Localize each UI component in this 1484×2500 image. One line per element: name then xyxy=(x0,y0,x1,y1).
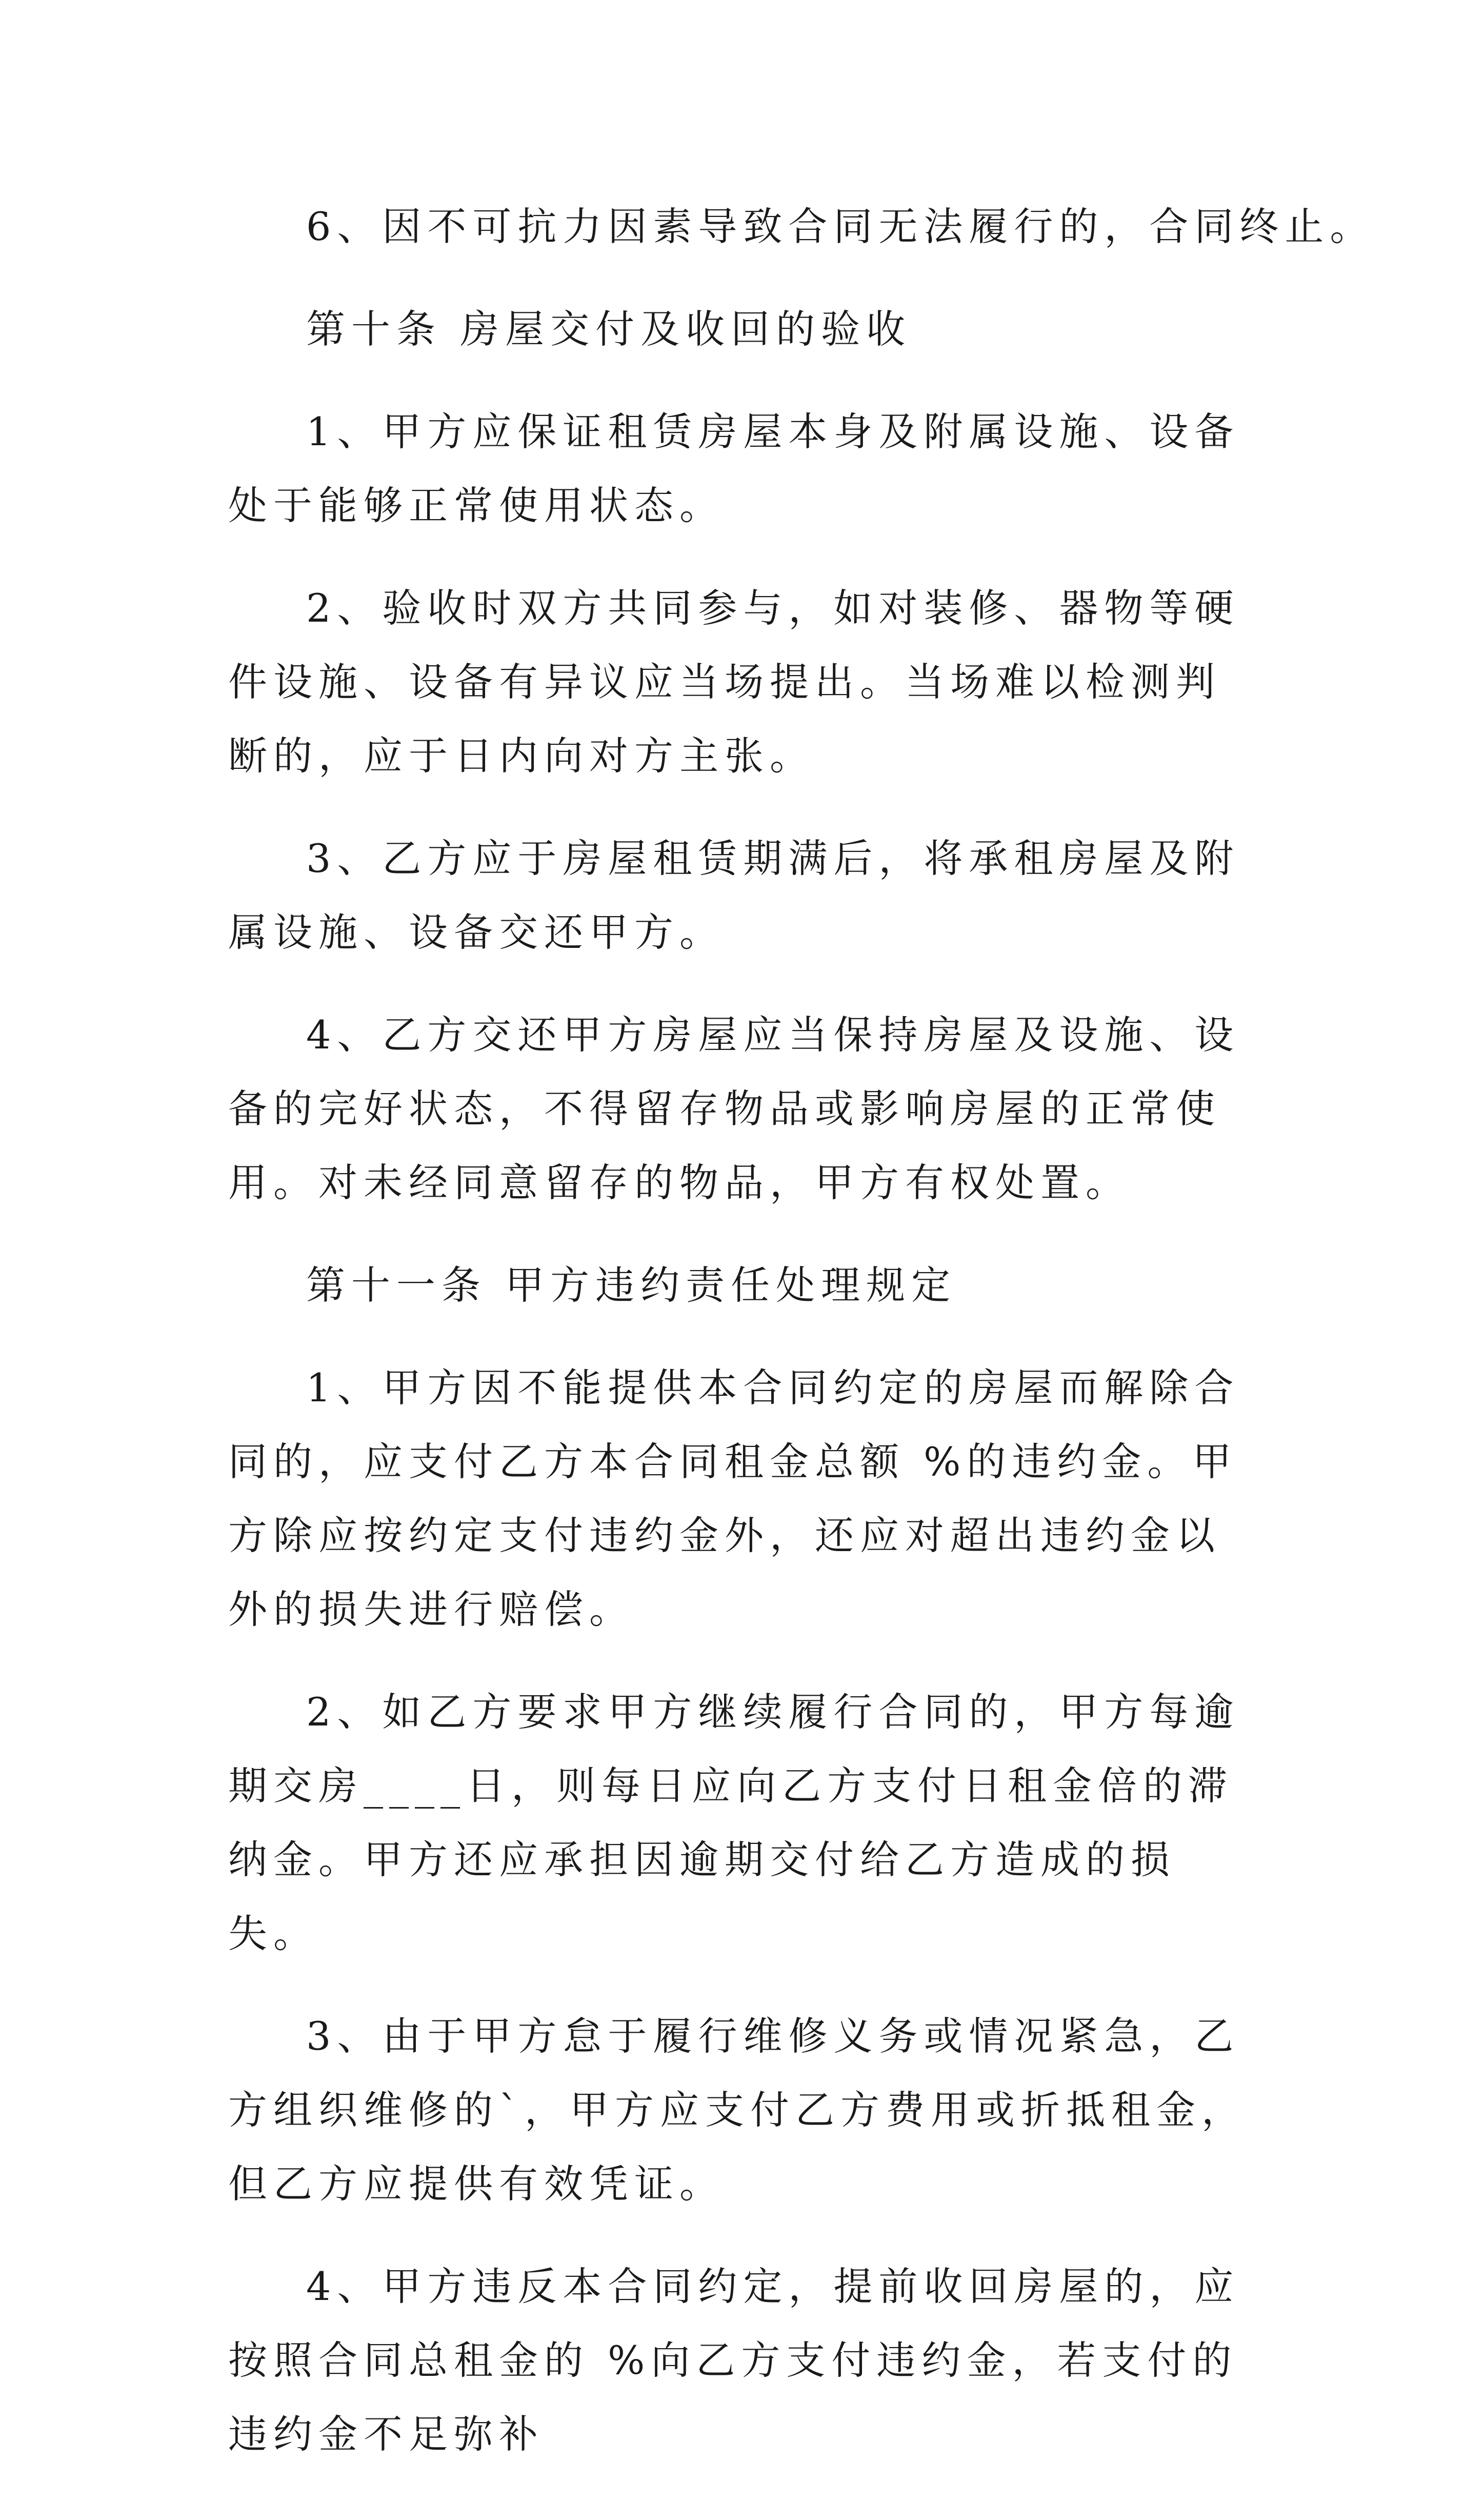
clause-item-10-3: 3、乙方应于房屋租赁期满后，将承租房屋及附属设施、设备交还甲方。 xyxy=(228,836,1240,955)
clause-item-11-3: 3、由于甲方怠于履行维修义务或情况紧急，乙方组织维修的`，甲方应支付乙方费用或折抵租金，但乙方应提供有效凭证。 xyxy=(228,2013,1247,2207)
clause-item-10-1: 1、甲方应保证租赁房屋本身及附属设施、设备处于能够正常使用状态。 xyxy=(228,409,1240,528)
clause-item-11-4: 4、甲方违反本合同约定，提前收回房屋的，应按照合同总租金的 %向乙方支付违约金，若支付的违约金不足弥补 xyxy=(228,2264,1240,2457)
clause-item-11-1: 1、甲方因不能提供本合同约定的房屋而解除合同的，应支付乙方本合同租金总额 %的违约金。甲方除应按约定支付违约金外，还应对超出违约金以外的损失进行赔偿。 xyxy=(228,1365,1240,1632)
clause-item-force-majeure: 6、因不可抗力因素导致合同无法履行的，合同终止。 xyxy=(306,204,1375,249)
document-body xyxy=(228,190,1375,2500)
article-10-heading: 第十条 房屋交付及收回的验收 xyxy=(306,306,912,352)
article-11-heading: 第十一条 甲方违约责任处理规定 xyxy=(306,1262,957,1308)
clause-item-11-2: 2、如乙方要求甲方继续履行合同的，甲方每逾期交房____日，则每日应向乙方支付日租金倍的滞纳金。甲方还应承担因逾期交付给乙方造成的损失。 xyxy=(228,1689,1240,1956)
clause-item-10-2: 2、验收时双方共同参与，如对装修、器物等硬件设施、设备有异议应当场提出。当场难以检测判断的，应于日内向对方主张。 xyxy=(228,585,1240,779)
clause-item-10-4: 4、乙方交还甲方房屋应当保持房屋及设施、设备的完好状态，不得留存物品或影响房屋的正常使用。对未经同意留存的物品，甲方有权处置。 xyxy=(228,1012,1240,1205)
